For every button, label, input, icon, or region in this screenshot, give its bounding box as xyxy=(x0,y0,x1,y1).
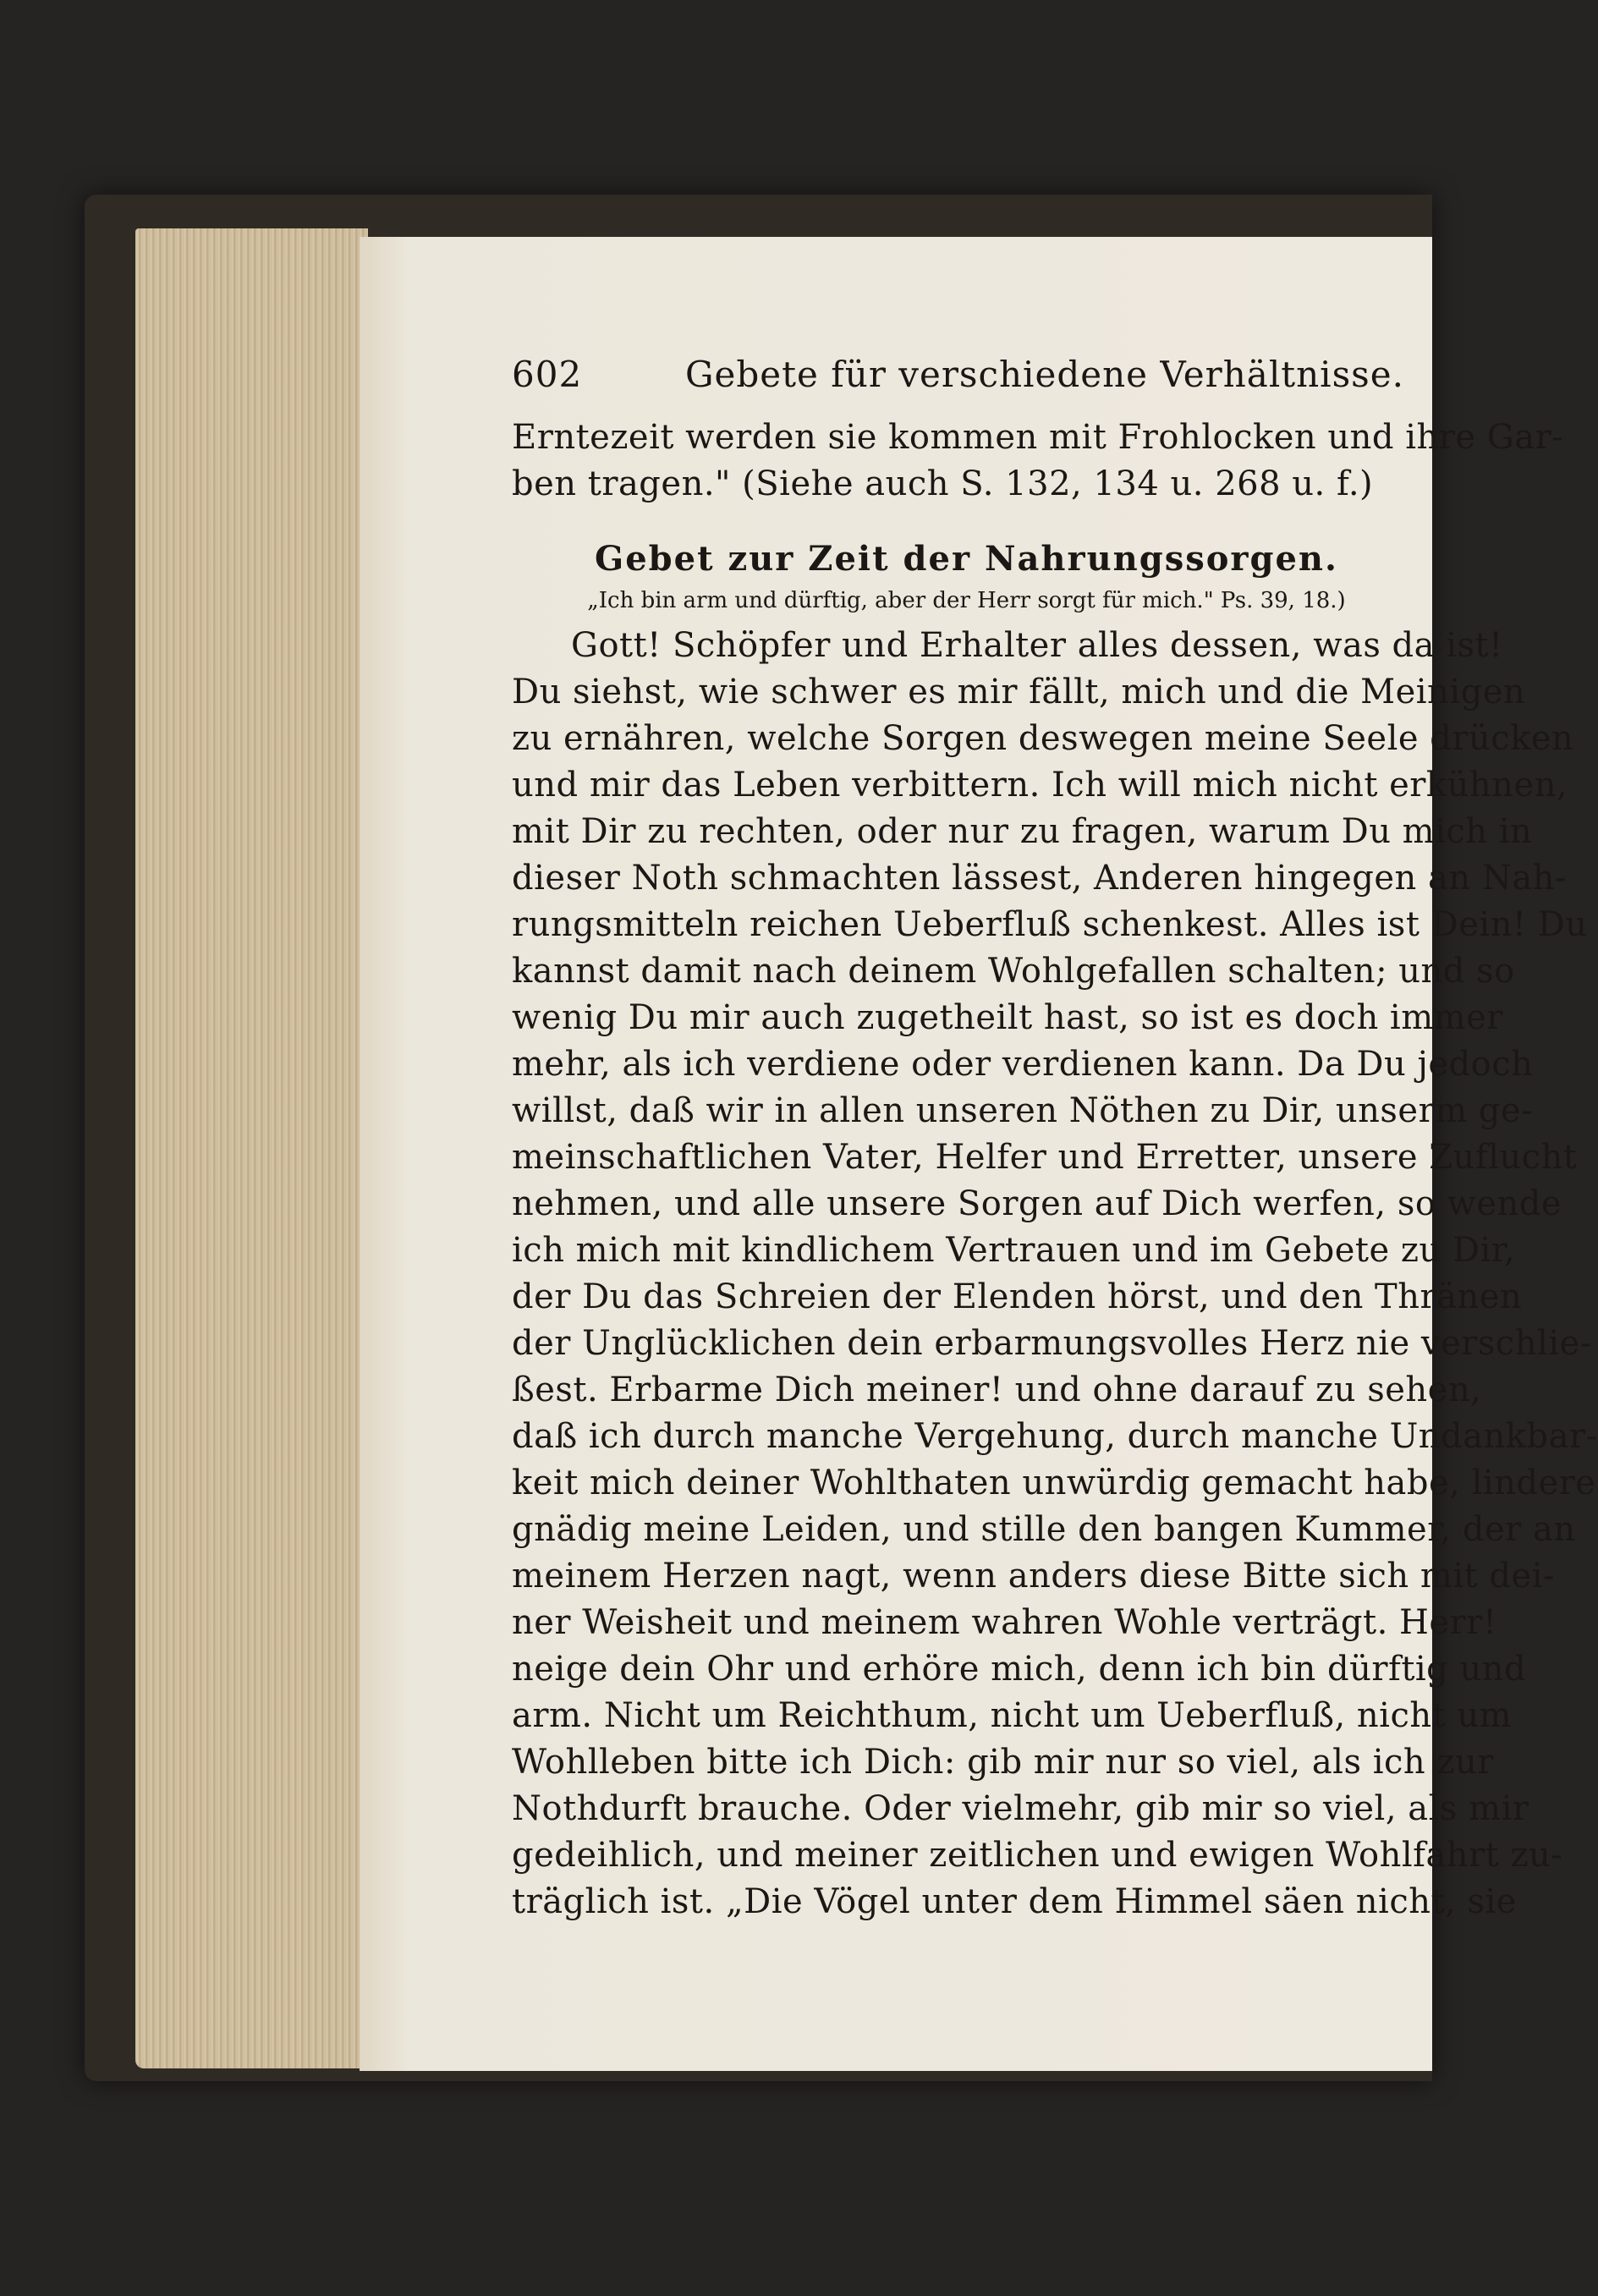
section-motto: „Ich bin arm und dürftig, aber der Herr sorgt für mich." Ps. 39, 18.) xyxy=(587,588,1346,613)
text-line: mit Dir zu rechten, oder nur zu fragen, warum Du mich in xyxy=(512,812,1533,851)
text-line: ich mich mit kindlichem Vertrauen und im Gebete zu Dir, xyxy=(512,1231,1516,1270)
text-line: und mir das Leben verbittern. Ich will mich nicht erkühnen, xyxy=(512,766,1568,805)
section-heading: Gebet zur Zeit der Nahrungssorgen. xyxy=(595,539,1338,579)
text-line: mehr, als ich verdiene oder verdienen kann. Da Du jedoch xyxy=(512,1045,1534,1084)
text-line: meinem Herzen nagt, wenn anders diese Bitte sich mit dei- xyxy=(512,1557,1555,1596)
text-line: zu ernähren, welche Sorgen deswegen meine Seele drücken xyxy=(512,719,1574,758)
text-line: daß ich durch manche Vergehung, durch manche Undankbar- xyxy=(512,1417,1598,1456)
page-edges xyxy=(135,228,368,2068)
text-line: Du siehst, wie schwer es mir fällt, mich und die Meinigen xyxy=(512,673,1526,711)
text-line: träglich ist. „Die Vögel unter dem Himmel säen nicht, sie xyxy=(512,1882,1517,1921)
text-line: Nothdurft brauche. Oder vielmehr, gib mir so viel, als mir xyxy=(512,1789,1529,1828)
text-line: rungsmitteln reichen Ueberfluß schenkest. Alles ist Dein! Du xyxy=(512,905,1588,944)
text-line: arm. Nicht um Reichthum, nicht um Ueberfluß, nicht um xyxy=(512,1696,1513,1735)
text-line: willst, daß wir in allen unseren Nöthen zu Dir, unserm ge- xyxy=(512,1091,1534,1130)
text-line: meinschaftlichen Vater, Helfer und Erretter, unsere Zuflucht xyxy=(512,1138,1578,1177)
running-title: Gebete für verschiedene Verhältnisse. xyxy=(685,354,1404,395)
page-number: 602 xyxy=(512,354,583,395)
text-line: keit mich deiner Wohlthaten unwürdig gemacht habe, lindere xyxy=(512,1464,1596,1502)
text-line: dieser Noth schmachten lässest, Anderen hingegen an Nah- xyxy=(512,859,1567,898)
text-line: Erntezeit werden sie kommen mit Frohlocken und ihre Gar- xyxy=(512,418,1564,457)
text-line: Wohlleben bitte ich Dich: gib mir nur so viel, als ich zur xyxy=(512,1743,1494,1782)
text-line: wenig Du mir auch zugetheilt hast, so ist es doch immer xyxy=(512,998,1503,1037)
text-line: neige dein Ohr und erhöre mich, denn ich bin dürftig und xyxy=(512,1650,1527,1689)
text-line: Gott! Schöpfer und Erhalter alles dessen, was da ist! xyxy=(571,626,1503,665)
text-line: ben tragen." (Siehe auch S. 132, 134 u. 268 u. f.) xyxy=(512,464,1374,503)
text-line: ßest. Erbarme Dich meiner! und ohne darauf zu sehen, xyxy=(512,1370,1482,1409)
running-head xyxy=(512,347,1421,415)
text-line: gedeihlich, und meiner zeitlichen und ewigen Wohlfahrt zu- xyxy=(512,1836,1563,1875)
prayer-text xyxy=(512,623,1598,1925)
page-content xyxy=(512,347,1598,1925)
text-line: nehmen, und alle unsere Sorgen auf Dich werfen, so wende xyxy=(512,1184,1562,1223)
text-line: kannst damit nach deinem Wohlgefallen schalten; und so xyxy=(512,952,1515,991)
text-line: ner Weisheit und meinem wahren Wohle verträgt. Herr! xyxy=(512,1603,1497,1642)
text-line: der Du das Schreien der Elenden hörst, und den Thränen xyxy=(512,1277,1523,1316)
text-line: der Unglücklichen dein erbarmungsvolles Herz nie verschlie- xyxy=(512,1324,1592,1363)
text-line: gnädig meine Leiden, und stille den bangen Kummer, der an xyxy=(512,1510,1576,1549)
